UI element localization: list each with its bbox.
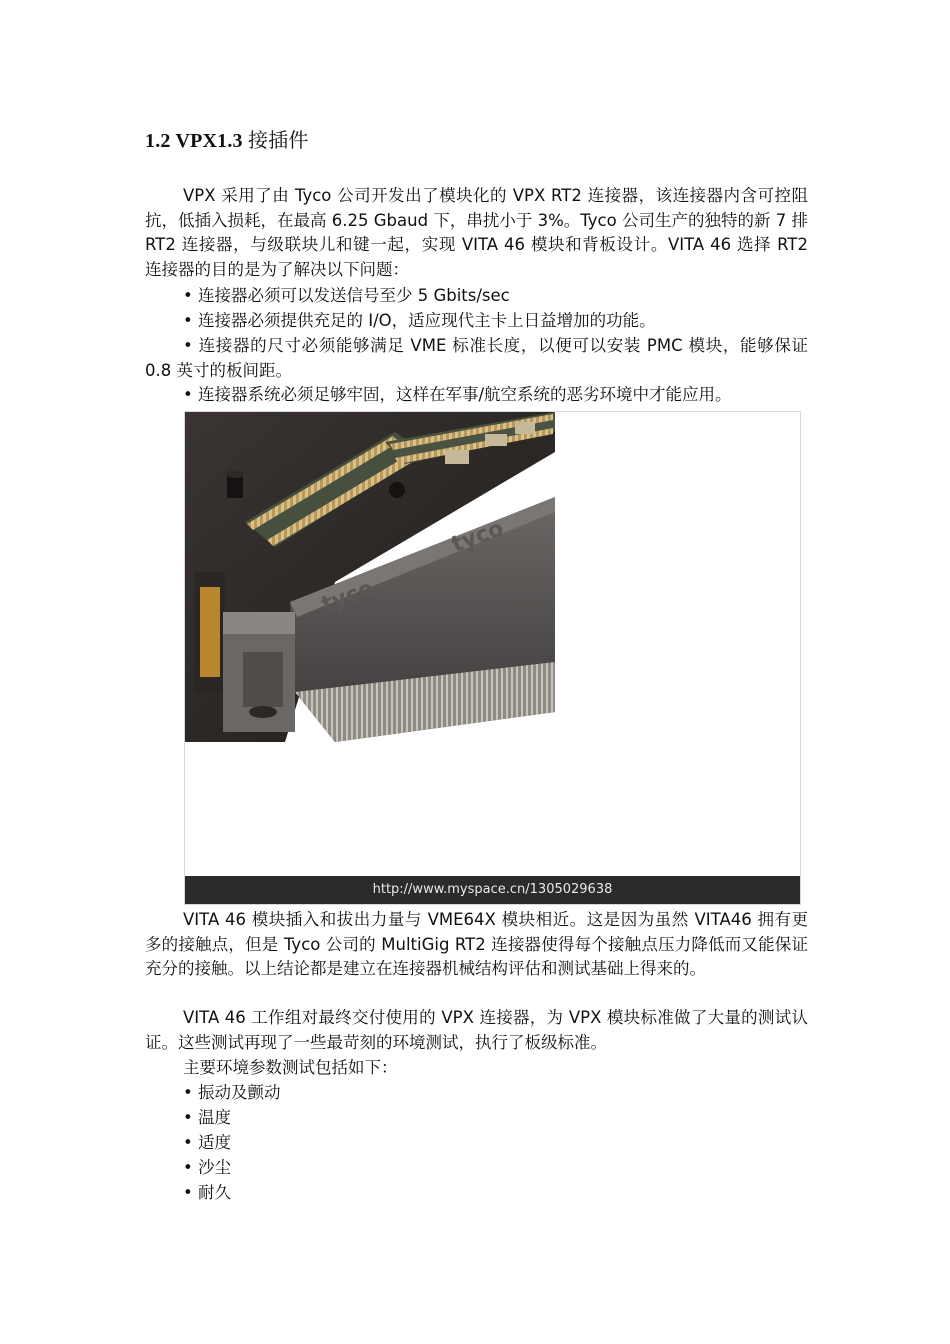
connector-photo bbox=[184, 411, 801, 905]
image-caption: http://www.myspace.cn/1305029638 bbox=[372, 882, 613, 897]
env-test-item: • 温度 bbox=[183, 1108, 231, 1127]
connector-photo-illustration bbox=[185, 412, 800, 876]
env-test-item: • 振动及颤动 bbox=[183, 1083, 281, 1102]
svg-text:tyco: tyco bbox=[318, 576, 377, 618]
image-caption-bar bbox=[185, 876, 800, 904]
paragraph-workgroup: VITA 46 工作组对最终交付使用的 VPX 连接器，为 VPX 模块标准做了大量的测试认证。这些测试再现了一些最苛刻的环境测试，执行了板级标准。 bbox=[145, 1008, 808, 1052]
requirement-item: • 连接器系统必须足够牢固，这样在军事/航空系统的恶劣环境中才能应用。 bbox=[183, 385, 732, 404]
requirement-item: • 连接器必须可以发送信号至少 5 Gbits/sec bbox=[183, 286, 510, 305]
section-number-title: 1.2 VPX1.3 bbox=[145, 130, 243, 152]
env-test-item: • 沙尘 bbox=[183, 1158, 231, 1177]
paragraph-insertion-force: VITA 46 模块插入和拔出力量与 VME64X 模块相近。这是因为虽然 VITA46 拥有更多的接触点，但是 Tyco 公司的 MultiGig RT2 连接器使得每个接触点压力降低而又能保证充分的接触。以上结论都是建立在连接器机械结构评估和测试基础上得来的。 bbox=[145, 910, 808, 978]
requirement-item: • 连接器必须提供充足的 I/O，适应现代主卡上日益增加的功能。 bbox=[183, 311, 656, 330]
section-title-rest: 接插件 bbox=[242, 130, 309, 152]
env-test-item: • 适度 bbox=[183, 1133, 231, 1152]
requirement-item: • 连接器的尺寸必须能够满足 VME 标准长度，以便可以安装 PMC 模块，能够保证 0.8 英寸的板间距。 bbox=[145, 336, 808, 380]
svg-text:tyco: tyco bbox=[448, 516, 507, 558]
section-heading bbox=[145, 124, 309, 153]
intro-paragraph: VPX 采用了由 Tyco 公司开发出了模块化的 VPX RT2 连接器，该连接器内含可控阻抗，低插入损耗，在最高 6.25 Gbaud 下，串扰小于 3%。Tyco 公司生产的独特的新 7 排 RT2 连接器，与级联块儿和键一起，实现 VITA 46 模块和背板设计。VITA 46 选择 RT2 连接器的目的是为了解决以下问题： bbox=[145, 186, 808, 279]
env-test-item: • 耐久 bbox=[183, 1183, 231, 1202]
env-tests-intro: 主要环境参数测试包括如下： bbox=[183, 1058, 398, 1077]
